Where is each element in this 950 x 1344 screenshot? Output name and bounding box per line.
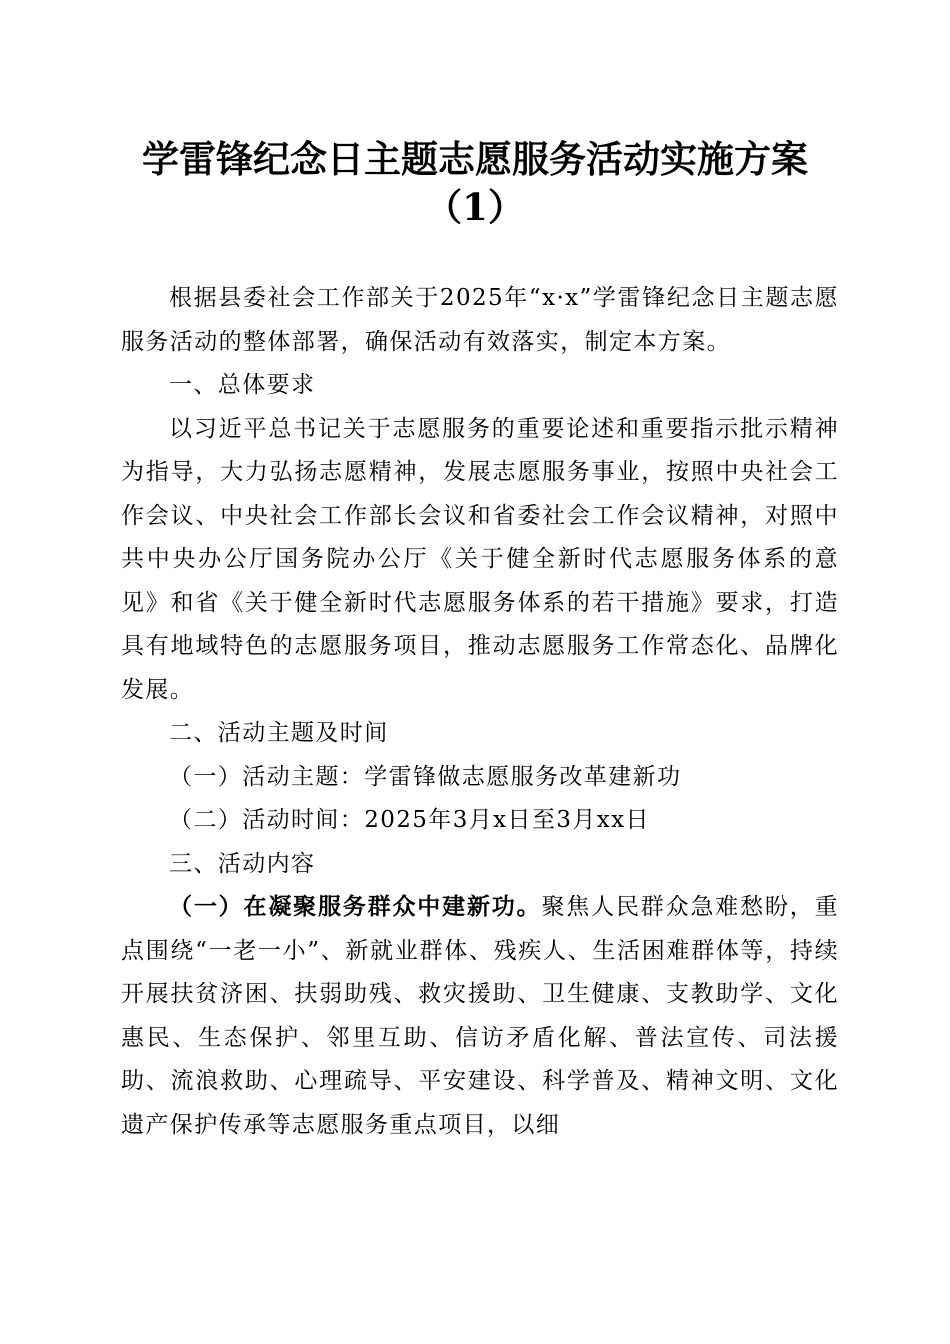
document-body [121, 277, 839, 1147]
activity-content-lead: （一）在凝聚服务群众中建新功。 [169, 894, 542, 920]
activity-time-line: （二）活动时间：2025年3月x日至3月xx日 [169, 807, 650, 833]
activity-content-paragraph [121, 886, 839, 1147]
activity-content-body: 聚焦人民群众急难愁盼，重点围绕“一老一小”、新就业群体、残疾人、生活困难群体等，持续开展扶贫济困、扶弱助残、救灾援助、卫生健康、支教助学、文化惠民、生态保护、邻里互助、信访矛盾化解、普法宣传、司法援助、流浪救助、心理疏导、平安建设、科学普及、精神文明、文化遗产保护传承等志愿服务重点项目，以细 [121, 894, 840, 1138]
document-title-number: （1） [425, 185, 525, 229]
activity-theme-line: （一）活动主题：学雷锋做志愿服务改革建新功 [169, 763, 682, 790]
section-heading-activity-content: 三、活动内容 [169, 850, 316, 877]
general-requirements-paragraph: 以习近平总书记关于志愿服务的重要论述和重要指示批示精神为指导，大力弘扬志愿精神，发展志愿服务事业，按照中央社会工作会议、中央社会工作部长会议和省委社会工作会议精神，对照中共中央办公厅国务院办公厅《关于健全新时代志愿服务体系的意见》和省《关于健全新时代志愿服务体系的若干措施》要求，打造具有地域特色的志愿服务项目，推动志愿服务工作常态化、品牌化发展。 [121, 415, 839, 703]
document-title: 学雷锋纪念日主题志愿服务活动实施方案 [142, 137, 808, 181]
section-heading-theme-and-time: 二、活动主题及时间 [169, 720, 389, 746]
intro-paragraph: 根据县委社会工作部关于2025年“x·x”学雷锋纪念日主题志愿服务活动的整体部署，确保活动有效落实，制定本方案。 [121, 285, 839, 355]
section-heading-general-requirements: 一、总体要求 [169, 372, 316, 398]
